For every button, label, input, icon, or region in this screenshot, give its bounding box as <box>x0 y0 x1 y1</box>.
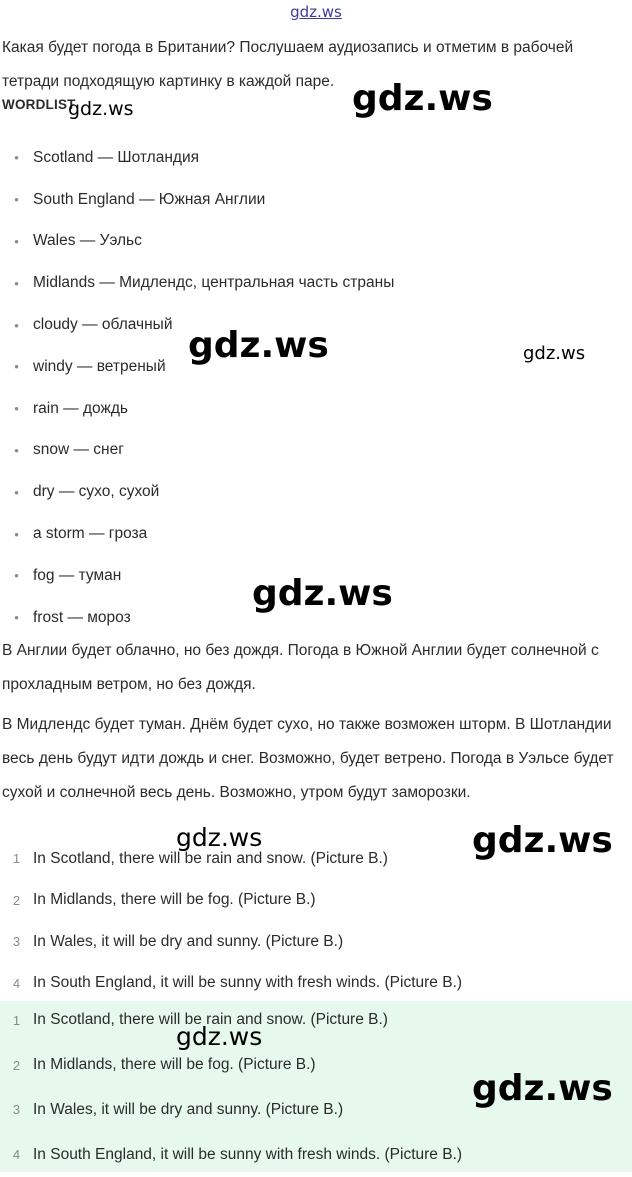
list-item <box>0 137 620 179</box>
watermark: gdz.ws <box>472 1068 613 1109</box>
item-number: 3 <box>12 1102 21 1118</box>
word-pair: rain — дождь <box>33 399 128 417</box>
list-item <box>0 388 620 430</box>
word-pair: a storm — гроза <box>33 525 148 543</box>
translation-paragraph-1: В Англии будет облачно, но без дождя. Погода в Южной Англии будет солнечной с прохладным ветром, но без дождя. <box>2 642 599 693</box>
answer-text: In Midlands, there will be fog. (Picture B.) <box>33 891 316 909</box>
bullet-icon: • <box>14 610 19 626</box>
list-item <box>0 471 620 513</box>
list-item <box>0 430 620 472</box>
word-pair: snow — снег <box>33 441 124 459</box>
bullet-icon: • <box>14 233 19 249</box>
word-pair: Wales — Уэльс <box>33 232 142 250</box>
answer-text: In Scotland, there will be rain and snow. (Picture B.) <box>33 1011 388 1029</box>
list-item <box>0 179 620 221</box>
bullet-icon: • <box>14 150 19 166</box>
bullet-icon: • <box>14 275 19 291</box>
word-pair: South England — Южная Англии <box>33 190 266 208</box>
watermark: gdz.ws <box>472 820 613 861</box>
watermark: gdz.ws <box>352 78 493 119</box>
item-number: 4 <box>12 975 21 991</box>
watermark: gdz.ws <box>68 98 134 120</box>
list-item <box>0 221 620 263</box>
bullet-icon: • <box>14 526 19 542</box>
bullet-icon: • <box>14 484 19 500</box>
item-number: 1 <box>12 851 21 867</box>
item-number: 3 <box>12 934 21 950</box>
word-pair: dry — сухо, сухой <box>33 483 160 501</box>
list-item <box>0 1132 632 1177</box>
answer-text: In South England, it will be sunny with fresh winds. (Picture B.) <box>33 1145 463 1163</box>
watermark: gdz.ws <box>176 1022 263 1051</box>
item-number: 1 <box>12 1012 21 1028</box>
bullet-icon: • <box>14 192 19 208</box>
word-pair: cloudy — облачный <box>33 316 173 334</box>
watermark: gdz.ws <box>188 325 329 366</box>
intro-text: Какая будет погода в Британии? Послушаем аудиозапись и отметим в рабочей тетради подходящую картинку в каждой паре. <box>2 39 574 90</box>
word-pair: Scotland — Шотландия <box>33 148 199 166</box>
bullet-icon: • <box>14 401 19 417</box>
word-pair: windy — ветреный <box>33 357 166 375</box>
list-item <box>0 998 632 1043</box>
answer-text: In Midlands, there will be fog. (Picture B.) <box>33 1056 316 1074</box>
list-item <box>0 880 632 922</box>
list-item <box>0 262 620 304</box>
list-item <box>0 921 632 963</box>
watermark-top-link[interactable]: gdz.ws <box>290 3 342 21</box>
word-pair: frost — мороз <box>33 608 131 626</box>
wordlist-heading: WORDLIST <box>2 97 76 112</box>
watermark: gdz.ws <box>252 573 393 614</box>
answer-text: In Wales, it will be dry and sunny. (Picture B.) <box>33 1100 344 1118</box>
bullet-icon: • <box>14 442 19 458</box>
bullet-icon: • <box>14 568 19 584</box>
word-pair: fog — туман <box>33 566 122 584</box>
answer-list <box>0 838 632 1004</box>
bullet-icon: • <box>14 317 19 333</box>
answer-text: In Scotland, there will be rain and snow. (Picture B.) <box>33 849 388 867</box>
watermark: gdz.ws <box>523 343 586 364</box>
list-item <box>0 513 620 555</box>
item-number: 2 <box>12 892 21 908</box>
word-pair: Midlands — Мидлендс, центральная часть страны <box>33 274 395 292</box>
watermark: gdz.ws <box>176 823 263 852</box>
bullet-icon: • <box>14 359 19 375</box>
item-number: 2 <box>12 1057 21 1073</box>
translation-paragraph-2: В Мидлендс будет туман. Днём будет сухо, но также возможен шторм. В Шотландии весь день будут идти дождь и снег. Возможно, будет ветрено. Погода в Уэльсе будет сухой и солнечной весь день. Возможно, утром будут заморозки. <box>2 716 614 801</box>
answer-text: In Wales, it will be dry and sunny. (Picture B.) <box>33 932 344 950</box>
wordlist <box>0 137 620 639</box>
item-number: 4 <box>12 1147 21 1163</box>
answer-text: In South England, it will be sunny with fresh winds. (Picture B.) <box>33 974 463 992</box>
